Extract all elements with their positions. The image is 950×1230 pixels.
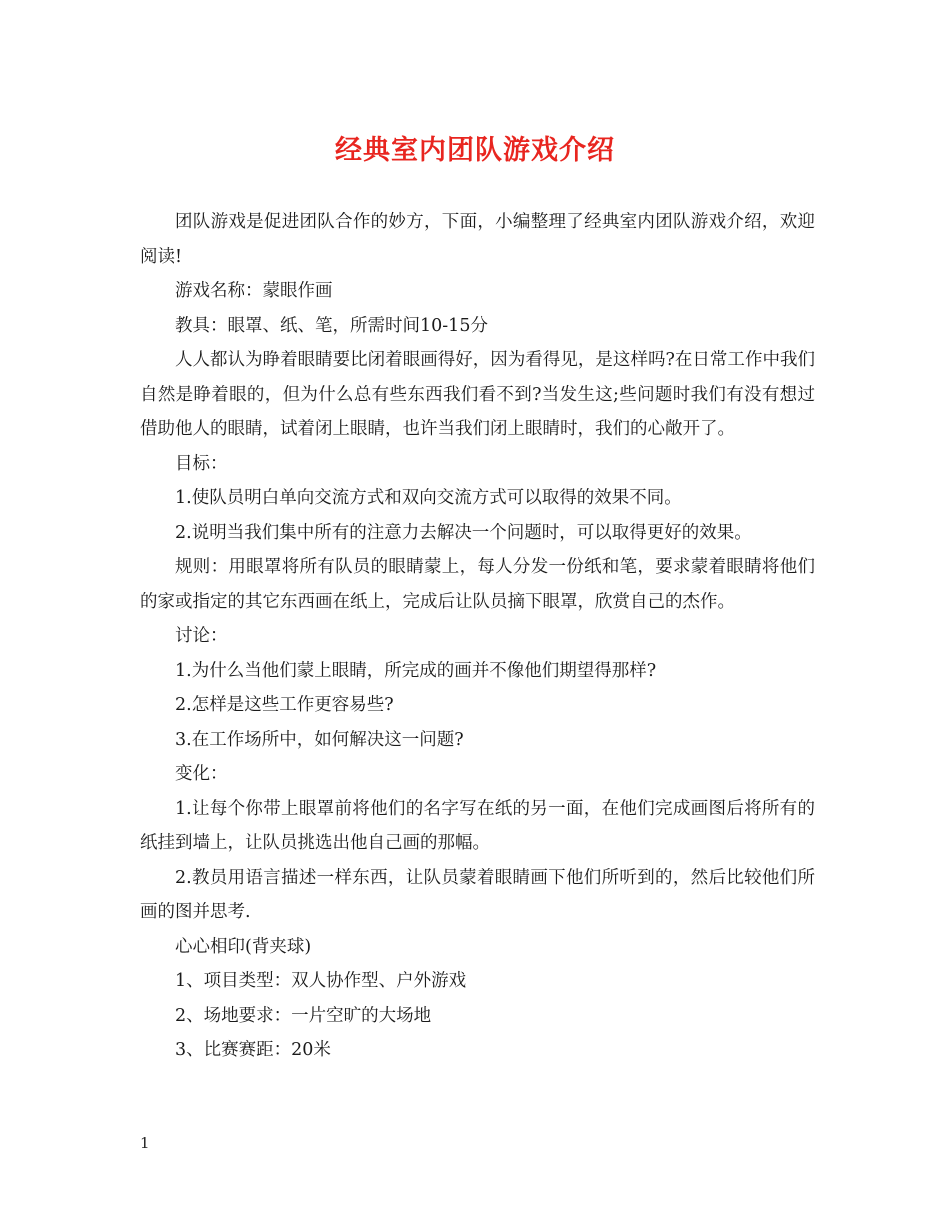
paragraph-game2-venue: 2、场地要求：一片空旷的大场地 [175,1005,432,1026]
document-title: 经典室内团队游戏介绍 [335,135,615,166]
paragraph-discussion-heading: 讨论： [175,626,228,646]
paragraph-variation-1: 1.让每个你带上眼罩前将他们的名字写在纸的另一面，在他们完成画图后将所有的纸挂到墙上，让队员挑选出他自己画的那幅。 [140,798,815,853]
paragraph-goal-1: 1.使队员明白单向交流方式和双向交流方式可以取得的效果不同。 [175,488,682,508]
paragraph-variation-2: 2.教员用语言描述一样东西，让队员蒙着眼睛画下他们所听到的，然后比较他们所画的图并思考. [140,867,815,922]
paragraph-discussion-1: 1.为什么当他们蒙上眼睛，所完成的画并不像他们期望得那样? [175,660,657,681]
page-number: 1 [140,1134,150,1152]
paragraph-game2-distance: 3、比赛赛距：20米 [175,1040,331,1060]
paragraph-goal-2: 2.说明当我们集中所有的注意力去解决一个问题时，可以取得更好的效果。 [175,522,752,543]
paragraph-goals-heading: 目标： [175,453,228,474]
paragraph-game2-type: 1、项目类型：双人协作型、户外游戏 [175,971,467,991]
paragraph-rules: 规则：用眼罩将所有队员的眼睛蒙上，每人分发一份纸和笔，要求蒙着眼睛将他们的家或指定的其它东西画在纸上，完成后让队员摘下眼罩，欣赏自己的杰作。 [140,557,815,612]
paragraph-props: 教具：眼罩、纸、笔，所需时间10-15分 [175,315,488,336]
paragraph-game-name: 游戏名称：蒙眼作画 [175,281,333,301]
paragraph-intro: 团队游戏是促进团队合作的妙方，下面，小编整理了经典室内团队游戏介绍，欢迎阅读! [140,212,815,267]
paragraph-game2-name: 心心相印(背夹球) [175,936,312,957]
paragraph-description: 人人都认为睁着眼睛要比闭着眼画得好，因为看得见，是这样吗?在日常工作中我们自然是睁着眼的，但为什么总有些东西我们看不到?当发生这;些问题时我们有没有想过借助他人的眼睛，试着闭上眼睛，也许当我们闭上眼睛时，我们的心敞开了。 [140,350,815,439]
document-body [140,205,815,1068]
paragraph-discussion-3: 3.在工作场所中，如何解决这一问题? [175,729,464,750]
paragraph-discussion-2: 2.怎样是这些工作更容易些? [175,695,394,715]
paragraph-variation-heading: 变化： [175,764,228,784]
